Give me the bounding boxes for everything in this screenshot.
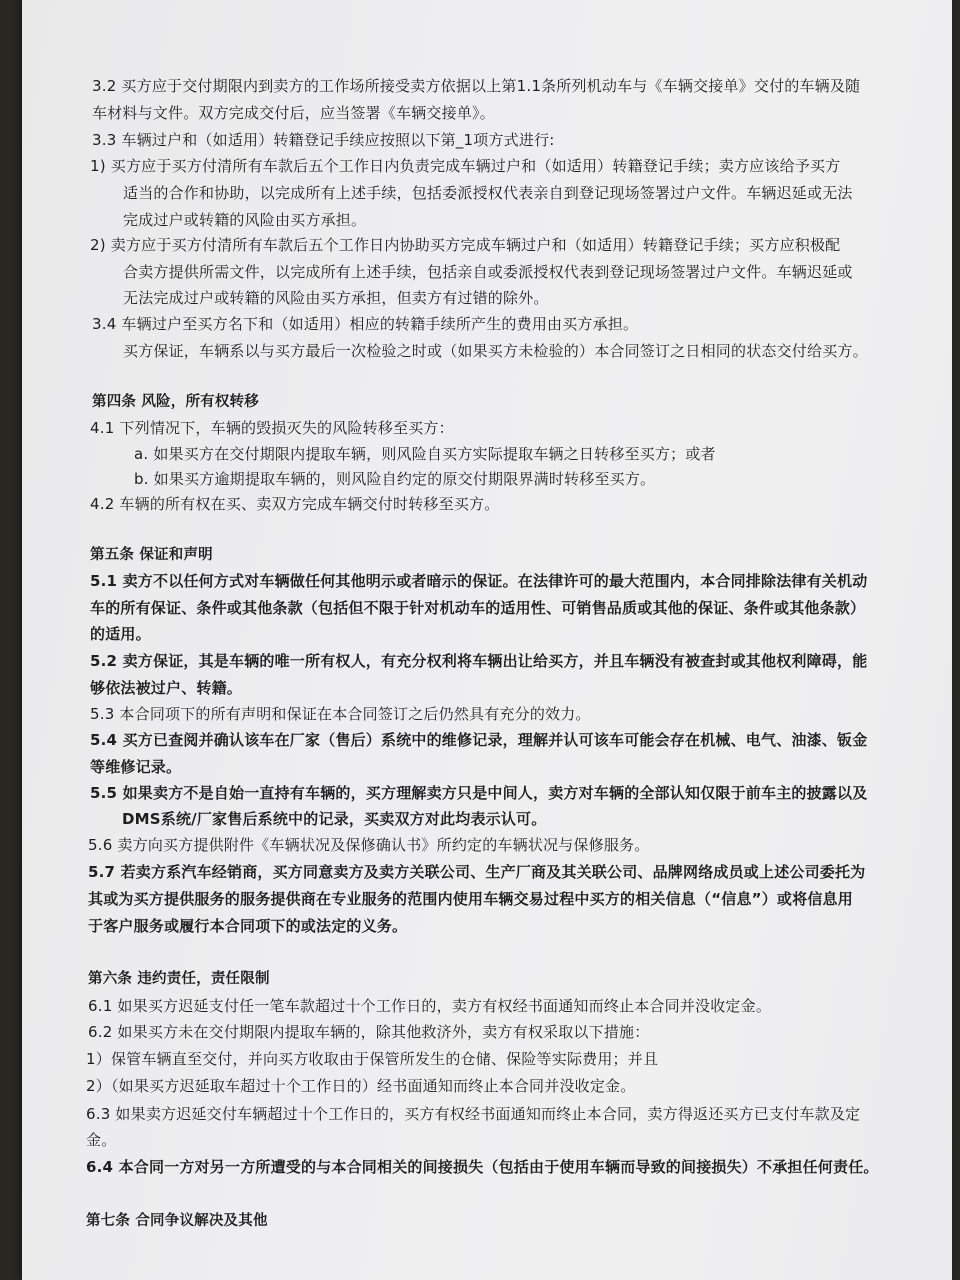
clause-4-1-item-b: b. 如果买方逾期提取车辆的，则风险自约定的原交付期限界满时转移至买方。 [134,470,656,488]
clause-4-1-item-a: a. 如果买方在交付期限内提取车辆，则风险自买方实际提取车辆之日转移至买方；或者 [134,445,716,463]
clause-6-2-item-2: 2）（如果买方迟延取车超过十个工作日的）经书面通知而终止本合同并没收定金。 [86,1077,636,1095]
clause-5-1-line-2: 车的所有保证、条件或其他条款（包括但不限于针对机动车的适用性、可销售品质或其他的保证、条件或其他条款） [90,599,866,617]
clause-3-3-item-1-line-1: 1) 买方应于买方付清所有车款后五个工作日内负责完成车辆过户和（如适用）转籍登记手续；卖方应该给予买方 [90,157,841,175]
clause-5-6: 5.6 卖方向买方提供附件《车辆状况及保修确认书》所约定的车辆状况与保修服务。 [88,836,650,854]
clause-3-2-line-1: 3.2 买方应于交付期限内到卖方的工作场所接受卖方依据以上第1.1条所列机动车与《车辆交接单》交付的车辆及随 [92,77,861,95]
clause-3-3-item-1-line-3: 完成过户或转籍的风险由买方承担。 [123,211,367,229]
clause-5-5-line-1: 5.5 如果卖方不是自始一直持有车辆的，买方理解卖方只是中间人，卖方对车辆的全部认知仅限于前车主的披露以及 [90,784,868,802]
document-page [22,0,952,1280]
clause-4-1: 4.1 下列情况下，车辆的毁损灭失的风险转移至买方： [90,419,454,437]
clause-3-2-line-2: 车材料与文件。双方完成交付后，应当签署《车辆交接单》。 [92,104,495,122]
clause-3-3-item-1-line-2: 适当的合作和协助，以完成所有上述手续，包括委派授权代表亲自到登记现场签署过户文件。车辆迟延或无法 [123,184,853,202]
article-7-heading: 第七条 合同争议解决及其他 [86,1213,268,1229]
clause-5-1-line-3: 的适用。 [90,625,151,643]
clause-3-3: 3.3 车辆过户和（如适用）转籍登记手续应按照以下第_1项方式进行: [92,131,555,149]
clause-5-2-line-1: 5.2 卖方保证，其是车辆的唯一所有权人，有充分权利将车辆出让给买方，并且车辆没有被查封或其他权利障碍，能 [90,652,868,670]
clause-6-1: 6.1 如果买方迟延支付任一笔车款超过十个工作日的，卖方有权经书面通知而终止本合同并没收定金。 [88,997,772,1015]
clause-5-7-line-3: 于客户服务或履行本合同项下的或法定的义务。 [88,917,408,935]
clause-6-3-line-2: 金。 [86,1131,117,1149]
clause-5-1-line-1: 5.1 卖方不以任何方式对车辆做任何其他明示或者暗示的保证。在法律许可的最大范围内，本合同排除法律有关机动 [90,572,868,590]
clause-6-2-item-1: 1）保管车辆直至交付，并向买方收取由于保管所发生的仓储、保险等实际费用；并且 [86,1050,659,1068]
clause-5-2-line-2: 够依法被过户、转籍。 [90,679,243,697]
clause-6-2: 6.2 如果买方未在交付期限内提取车辆的，除其他救济外，卖方有权采取以下措施： [88,1023,650,1041]
clause-3-3-item-2-line-2: 合卖方提供所需文件，以完成所有上述手续，包括亲自或委派授权代表到登记现场签署过户文件。车辆迟延或 [123,263,853,281]
clause-4-2: 4.2 车辆的所有权在买、卖双方完成车辆交付时转移至买方。 [90,495,500,513]
article-6-heading: 第六条 违约责任，责任限制 [88,971,270,987]
clause-5-4-line-2: 等维修记录。 [90,758,182,776]
article-5-heading: 第五条 保证和声明 [90,547,213,563]
clause-5-7-line-2: 其或为买方提供服务的服务提供商在专业服务的范围内使用车辆交易过程中买方的相关信息（“信息”）或将信息用 [88,890,853,908]
clause-5-4-line-1: 5.4 买方已查阅并确认该车在厂家（售后）系统中的维修记录，理解并认可该车可能会存在机械、电气、油漆、钣金 [90,731,868,749]
clause-3-3-item-2-line-1: 2) 卖方应于买方付清所有车款后五个工作日内协助买方完成车辆过户和（如适用）转籍登记手续；买方应积极配 [90,236,841,254]
clause-3-4: 3.4 车辆过户至买方名下和（如适用）相应的转籍手续所产生的费用由买方承担。 [92,315,639,333]
clause-3-3-item-2-line-3: 无法完成过户或转籍的风险由买方承担，但卖方有过错的除外。 [123,289,549,307]
clause-3-4-note: 买方保证，车辆系以与买方最后一次检验之时或（如果买方未检验的）本合同签订之日相同的状态交付给买方。 [123,342,868,360]
clause-5-7-line-1: 5.7 若卖方系汽车经销商，买方同意卖方及卖方关联公司、生产厂商及其关联公司、品牌网络成员或上述公司委托为 [88,863,866,881]
clause-6-4: 6.4 本合同一方对另一方所遭受的与本合同相关的间接损失（包括由于使用车辆而导致的间接损失）不承担任何责任。 [86,1158,879,1176]
article-4-heading: 第四条 风险，所有权转移 [92,394,259,410]
clause-6-3-line-1: 6.3 如果卖方迟延交付车辆超过十个工作日的，买方有权经书面通知而终止本合同，卖方得返还买方已支付车款及定 [86,1105,861,1123]
clause-5-3: 5.3 本合同项下的所有声明和保证在本合同签订之后仍然具有充分的效力。 [90,705,591,723]
clause-5-5-line-2: DMS系统/厂家售后系统中的记录，买卖双方对此均表示认可。 [122,810,547,828]
